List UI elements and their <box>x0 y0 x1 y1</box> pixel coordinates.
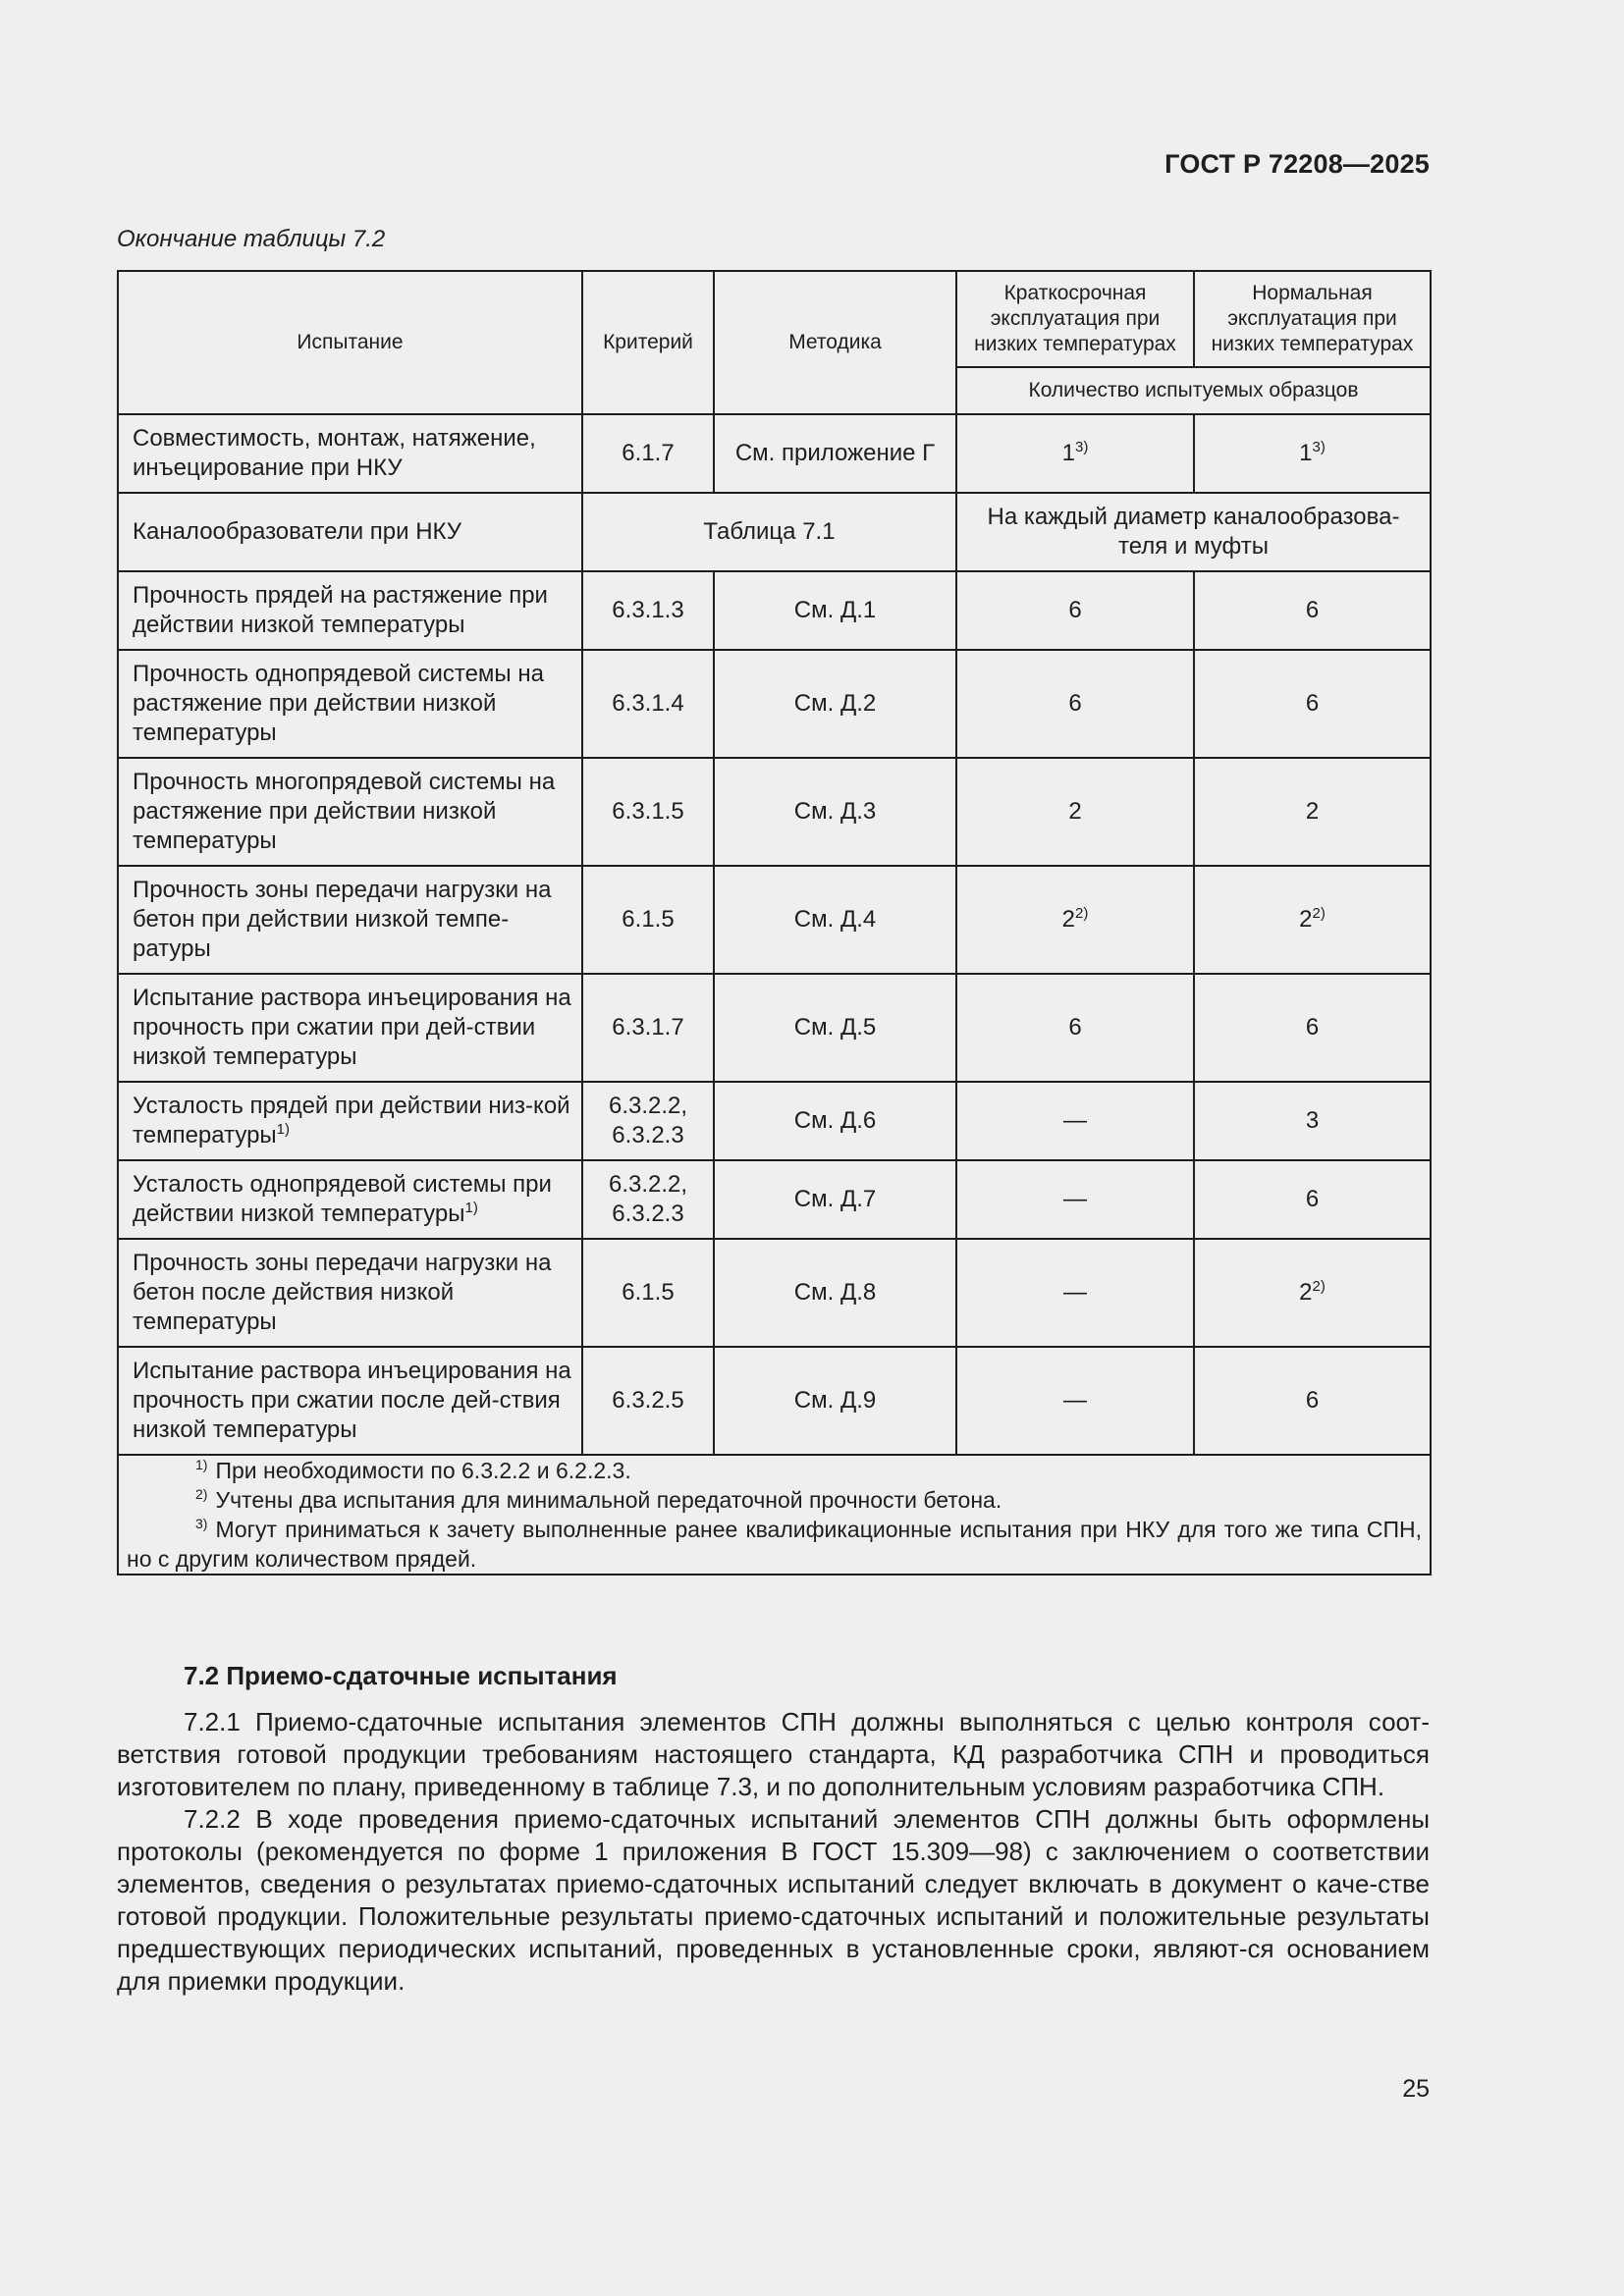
cell-short-term-footnote-mark: 2) <box>1075 905 1089 922</box>
cell-test <box>118 1082 582 1160</box>
cell-method <box>714 650 956 758</box>
cell-test-text: Прочность однопрядевой системы на растяжение при действии низкой температуры <box>133 661 544 746</box>
table-row <box>118 758 1431 866</box>
cell-criterion-text: 6.1.5 <box>622 906 675 933</box>
cell-test-text: Испытание раствора инъецирования на прочность при сжатии при дей-ствии низкой температуры <box>133 985 571 1070</box>
table-row <box>118 1082 1431 1160</box>
cell-method <box>714 571 956 650</box>
cell-normal-text: 6 <box>1305 1387 1320 1414</box>
cell-test <box>118 758 582 866</box>
cell-criterion <box>582 758 714 866</box>
cell-test <box>118 650 582 758</box>
cell-test-text: Каналообразователи при НКУ <box>133 518 462 545</box>
cell-test-text: Прочность прядей на растяжение при действии низкой температуры <box>133 582 548 638</box>
cell-normal-text: 2 <box>1299 1279 1313 1306</box>
footnote-text: Учтены два испытания для минимальной передаточной прочности бетона. <box>215 1487 1002 1513</box>
cell-test-text: Прочность зоны передачи нагрузки на бетон после действия низкой температуры <box>133 1250 552 1335</box>
cell-method-text: См. приложение Г <box>734 440 936 466</box>
table-caption: Окончание таблицы 7.2 <box>117 226 386 252</box>
cell-quantity-note-text: На каждый диаметр каналообразова-теля и муфты <box>987 504 1400 560</box>
cell-normal <box>1194 571 1431 650</box>
table-row <box>118 414 1431 493</box>
cell-short-term-text: 2 <box>1068 798 1082 825</box>
cell-short-term-text: 6 <box>1068 597 1082 623</box>
footnote-text: Могут приниматься к зачету выполненные ранее квалификационные испытания при НКУ для того же типа СПН, но с другим количеством прядей. <box>127 1517 1422 1572</box>
cell-method-text: См. Д.6 <box>793 1107 877 1134</box>
cell-short-term <box>956 571 1194 650</box>
cell-criterion-text: 6.3.1.3 <box>612 597 684 623</box>
cell-method-text: См. Д.5 <box>793 1014 877 1041</box>
test-table <box>117 270 1432 1575</box>
cell-short-term-text: — <box>1063 1387 1087 1414</box>
cell-test <box>118 1347 582 1455</box>
cell-test-text: Усталость однопрядевой системы при действии низкой температуры <box>133 1171 552 1227</box>
table-row-channel-formers <box>118 493 1431 571</box>
cell-test-text: Совместимость, монтаж, натяжение, инъецирование при НКУ <box>133 425 536 481</box>
footnote-mark: 1) <box>195 1457 208 1472</box>
footnote-mark: 3) <box>195 1516 208 1531</box>
table-row <box>118 650 1431 758</box>
cell-normal <box>1194 1082 1431 1160</box>
cell-criterion <box>582 1347 714 1455</box>
cell-normal-text: 1 <box>1299 440 1313 466</box>
cell-criterion-text: 6.3.2.2, 6.3.2.3 <box>608 1171 688 1227</box>
cell-method <box>714 1239 956 1347</box>
cell-test <box>118 414 582 493</box>
cell-criterion-text: 6.1.7 <box>622 440 675 466</box>
header-criterion: Критерий <box>582 271 714 414</box>
footnote <box>127 1456 1422 1485</box>
cell-test-footnote-mark: 1) <box>464 1200 478 1216</box>
cell-test <box>118 493 582 571</box>
cell-normal-text: 6 <box>1305 597 1320 623</box>
footnote <box>127 1515 1422 1574</box>
cell-test <box>118 571 582 650</box>
footnotes-row <box>118 1455 1431 1575</box>
header-short-term: Краткосрочная эксплуатация при низких температурах <box>956 271 1194 367</box>
cell-method <box>714 974 956 1082</box>
cell-criterion <box>582 974 714 1082</box>
cell-short-term-text: 6 <box>1068 1014 1082 1041</box>
footnote-text: При необходимости по 6.3.2.2 и 6.2.2.3. <box>215 1458 631 1483</box>
cell-normal-footnote-mark: 2) <box>1312 1278 1326 1295</box>
cell-short-term <box>956 1239 1194 1347</box>
cell-normal-text: 2 <box>1299 906 1313 933</box>
header-normal: Нормальная эксплуатация при низких температурах <box>1194 271 1431 367</box>
cell-normal <box>1194 974 1431 1082</box>
cell-method-text: См. Д.4 <box>793 906 877 933</box>
section-title: 7.2 Приемо-сдаточные испытания <box>184 1661 618 1690</box>
cell-method <box>714 1082 956 1160</box>
cell-short-term-text: 6 <box>1068 690 1082 717</box>
table-row <box>118 1160 1431 1239</box>
header-test: Испытание <box>118 271 582 414</box>
cell-test-text: Прочность многопрядевой системы на растяжение при действии низкой температуры <box>133 769 556 854</box>
cell-method <box>714 1347 956 1455</box>
cell-test <box>118 1239 582 1347</box>
table-row <box>118 1347 1431 1455</box>
cell-reference <box>582 493 956 571</box>
cell-short-term <box>956 758 1194 866</box>
page-number: 25 <box>1402 2075 1430 2103</box>
header-method: Методика <box>714 271 956 414</box>
paragraph-7-2-2: 7.2.2 В ходе проведения приемо-сдаточных испытаний элементов СПН должны быть оформлены протоколы (рекомендуется по форме 1 приложения В ГОСТ 15.309—98) с заключением о соответствии элементов, сведения о результатах приемо-сдаточных испытаний следует включать в документ о каче-стве готовой продукции. Положительные результаты приемо-сдаточных испытаний и положительные результаты предшествующих периодических испытаний, проведенных в установленные сроки, являют-ся основанием для приемки продукции. <box>117 1804 1430 1996</box>
cell-criterion <box>582 571 714 650</box>
cell-short-term-text: 1 <box>1061 440 1075 466</box>
cell-normal <box>1194 414 1431 493</box>
cell-method-text: См. Д.9 <box>793 1387 877 1414</box>
cell-short-term-text: — <box>1063 1107 1087 1134</box>
cell-criterion-text: 6.3.1.5 <box>612 798 684 825</box>
header-row <box>118 271 1431 367</box>
cell-criterion-text: 6.3.2.2, 6.3.2.3 <box>608 1093 688 1148</box>
cell-criterion-text: 6.3.1.7 <box>612 1014 684 1041</box>
cell-short-term <box>956 1160 1194 1239</box>
cell-method <box>714 414 956 493</box>
cell-criterion-text: 6.1.5 <box>622 1279 675 1306</box>
cell-method-text: См. Д.1 <box>793 597 877 623</box>
cell-test-text: Прочность зоны передачи нагрузки на бетон при действии низкой темпе-ратуры <box>133 877 552 962</box>
cell-method <box>714 866 956 974</box>
table-footnotes <box>118 1455 1431 1575</box>
cell-test <box>118 866 582 974</box>
cell-method-text: См. Д.3 <box>793 798 877 825</box>
body-text <box>117 1706 1430 1998</box>
cell-normal <box>1194 650 1431 758</box>
footnote-mark: 2) <box>195 1486 208 1502</box>
cell-criterion <box>582 1160 714 1239</box>
paragraph-7-2-1: 7.2.1 Приемо-сдаточные испытания элементов СПН должны выполняться с целью контроля соот-ветствия готовой продукции требованиям настоящего стандарта, КД разработчика СПН и проводиться изготовителем по плану, приведенному в таблице 7.3, и по дополнительным условиям разработчика СПН. <box>117 1707 1430 1801</box>
cell-criterion <box>582 866 714 974</box>
cell-short-term <box>956 866 1194 974</box>
cell-test-footnote-mark: 1) <box>276 1121 291 1138</box>
table-row <box>118 866 1431 974</box>
cell-criterion <box>582 1239 714 1347</box>
cell-normal-text: 6 <box>1305 1014 1320 1041</box>
cell-normal-text: 3 <box>1305 1107 1320 1134</box>
header-sample-count: Количество испытуемых образцов <box>956 367 1431 414</box>
cell-criterion <box>582 414 714 493</box>
cell-short-term-footnote-mark: 3) <box>1075 439 1089 455</box>
cell-normal <box>1194 758 1431 866</box>
cell-normal-text: 6 <box>1305 690 1320 717</box>
cell-short-term <box>956 1082 1194 1160</box>
cell-criterion-text: 6.3.2.5 <box>612 1387 684 1414</box>
cell-short-term-text: — <box>1063 1186 1087 1212</box>
cell-normal-footnote-mark: 2) <box>1312 905 1326 922</box>
cell-test-text: Усталость прядей при действии низ-кой температуры <box>133 1093 570 1148</box>
cell-test <box>118 1160 582 1239</box>
cell-normal-text: 6 <box>1305 1186 1320 1212</box>
cell-method <box>714 758 956 866</box>
cell-criterion <box>582 1082 714 1160</box>
cell-short-term-text: 2 <box>1061 906 1075 933</box>
cell-normal-footnote-mark: 3) <box>1312 439 1326 455</box>
cell-normal <box>1194 1239 1431 1347</box>
cell-normal-text: 2 <box>1305 798 1320 825</box>
footnote <box>127 1485 1422 1515</box>
cell-short-term <box>956 974 1194 1082</box>
cell-method-text: См. Д.2 <box>793 690 877 717</box>
cell-test-text: Испытание раствора инъецирования на прочность при сжатии после дей-ствия низкой температуры <box>133 1358 571 1443</box>
document-code: ГОСТ Р 72208—2025 <box>1164 149 1430 179</box>
cell-short-term <box>956 650 1194 758</box>
cell-short-term-text: — <box>1063 1279 1087 1306</box>
table-row <box>118 974 1431 1082</box>
cell-method-text: См. Д.8 <box>793 1279 877 1306</box>
table-row <box>118 571 1431 650</box>
cell-quantity-note <box>956 493 1431 571</box>
cell-method <box>714 1160 956 1239</box>
cell-test <box>118 974 582 1082</box>
cell-normal <box>1194 1347 1431 1455</box>
cell-criterion-text: 6.3.1.4 <box>612 690 684 717</box>
cell-method-text: См. Д.7 <box>793 1186 877 1212</box>
cell-criterion <box>582 650 714 758</box>
table-row <box>118 1239 1431 1347</box>
cell-short-term <box>956 1347 1194 1455</box>
cell-normal <box>1194 1160 1431 1239</box>
cell-reference-text: Таблица 7.1 <box>703 518 836 545</box>
cell-normal <box>1194 866 1431 974</box>
cell-short-term <box>956 414 1194 493</box>
